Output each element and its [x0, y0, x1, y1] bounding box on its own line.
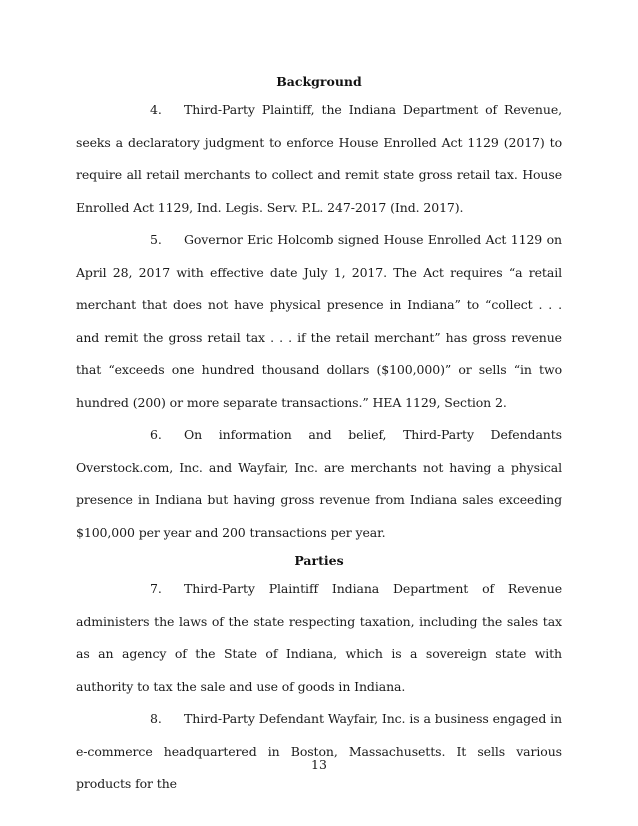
paragraph-4: [76, 94, 562, 224]
document-body: [76, 70, 562, 801]
page-number: 13: [311, 757, 327, 772]
paragraph-number: 8.: [150, 711, 162, 726]
paragraph-7: [76, 573, 562, 703]
paragraph-8: [76, 703, 562, 801]
section-heading-background: Background: [276, 74, 362, 89]
paragraph-number: 4.: [150, 102, 162, 117]
paragraph-number: 5.: [150, 232, 162, 247]
paragraph-text: Third-Party Plaintiff, the Indiana Department of Revenue, seeks a declaratory judgment to enforce House Enrolled Act 1129 (2017) to require all retail merchants to collect and remit state gross retail tax. House Enrolled Act 1129, Ind. Legis. Serv. P.L. 247-2017 (Ind. 2017).: [76, 102, 562, 215]
paragraph-text: Third-Party Defendant Wayfair, Inc. is a business engaged in e-commerce headquartered in Boston, Massachusetts. It sells various products for the: [76, 711, 562, 791]
section-heading-parties: Parties: [294, 553, 344, 568]
paragraph-text: Third-Party Plaintiff Indiana Department of Revenue administers the laws of the state respecting taxation, including the sales tax as an agency of the State of Indiana, which is a sovereign state with authority to tax the sale and use of goods in Indiana.: [76, 581, 562, 694]
paragraph-number: 6.: [150, 427, 162, 442]
paragraph-6: [76, 419, 562, 549]
paragraph-text: Governor Eric Holcomb signed House Enrolled Act 1129 on April 28, 2017 with effective date July 1, 2017. The Act requires “a retail merchant that does not have physical presence in Indiana” to “collect . . . and remit the gross retail tax . . . if the retail merchant” has gross revenue that “exceeds one hundred thousand dollars ($100,000)” or sells “in two hundred (200) or more separate transactions.” HEA 1129, Section 2.: [76, 232, 562, 410]
paragraph-number: 7.: [150, 581, 162, 596]
paragraph-text: On information and belief, Third-Party Defendants Overstock.com, Inc. and Wayfair, Inc. are merchants not having a physical presence in Indiana but having gross revenue from Indiana sales exceeding $100,000 per year and 200 transactions per year.: [76, 427, 562, 540]
paragraph-5: [76, 224, 562, 419]
